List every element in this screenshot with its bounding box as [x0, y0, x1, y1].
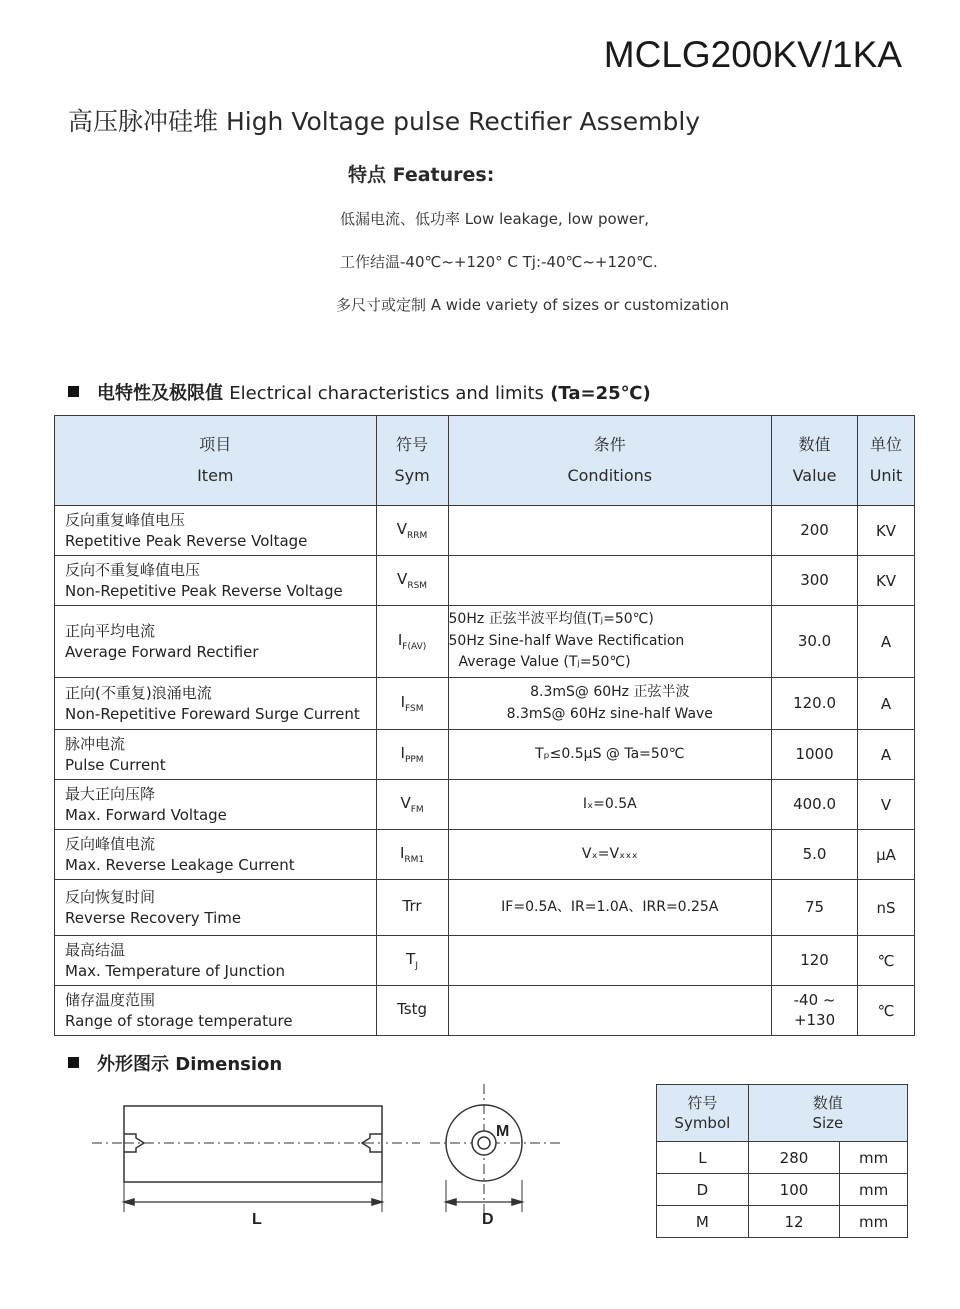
spec-item — [55, 830, 377, 880]
symbol-main: Trr — [402, 897, 422, 915]
header-unit: 单位 Unit — [858, 416, 915, 506]
symbol-main: V — [400, 794, 411, 812]
spec-symbol — [376, 880, 448, 936]
table-row — [55, 730, 915, 780]
dimension-table — [656, 1084, 908, 1238]
dim-symbol: L — [657, 1142, 749, 1174]
features-title: 特点 Features: — [348, 164, 495, 186]
dim-size: 100 — [748, 1174, 840, 1206]
item-cn: 反向不重复峰值电压 — [65, 561, 201, 580]
symbol-subscript: RSM — [407, 581, 428, 591]
item-en: Range of storage temperature — [65, 1011, 293, 1030]
spec-symbol — [376, 678, 448, 730]
item-cn: 脉冲电流 — [65, 735, 126, 754]
item-cn: 最大正向压降 — [65, 785, 156, 804]
table-row — [55, 506, 915, 556]
spec-symbol — [376, 606, 448, 678]
item-en: Max. Temperature of Junction — [65, 961, 285, 980]
item-cn: 反向恢复时间 — [65, 888, 156, 907]
item-en: Average Forward Rectifier — [65, 642, 259, 661]
dimension-row — [657, 1206, 908, 1238]
spec-value: 120 — [772, 936, 858, 986]
condition-line: Tₚ≤0.5μS @ Ta=50℃ — [535, 745, 685, 762]
spec-unit: ℃ — [858, 986, 915, 1036]
spec-conditions — [448, 936, 772, 986]
heading-cn: 电特性及极限值 — [97, 383, 223, 404]
symbol-subscript: FM — [410, 805, 424, 815]
heading-cn: 外形图示 — [97, 1054, 169, 1075]
spec-unit: V — [858, 780, 915, 830]
spec-conditions — [448, 678, 772, 730]
spec-unit: ℃ — [858, 936, 915, 986]
item-en: Pulse Current — [65, 755, 166, 774]
dim-size: 280 — [748, 1142, 840, 1174]
item-cn: 正向平均电流 — [65, 622, 156, 641]
table-header-row — [55, 416, 915, 506]
symbol-main: V — [396, 520, 408, 538]
spec-unit: KV — [858, 556, 915, 606]
dim-symbol: D — [657, 1174, 749, 1206]
spec-item — [55, 556, 377, 606]
dimension-row — [657, 1174, 908, 1206]
item-en: Max. Forward Voltage — [65, 805, 227, 824]
spec-value: 5.0 — [772, 830, 858, 880]
spec-value: -40 ~ +130 — [772, 986, 858, 1036]
heading-condition: (Ta=25℃) — [550, 383, 651, 404]
condition-line: 50Hz Sine-half Wave Rectification — [448, 632, 685, 649]
spec-item — [55, 880, 377, 936]
header-conditions: 条件 Conditions — [448, 416, 772, 506]
symbol-main: V — [397, 570, 408, 588]
spec-unit: μA — [858, 830, 915, 880]
dimension-row — [657, 1142, 908, 1174]
table-row — [55, 880, 915, 936]
spec-value: 30.0 — [772, 606, 858, 678]
item-en: Non-Repetitive Foreward Surge Current — [65, 704, 360, 723]
symbol-main: I — [399, 844, 405, 862]
symbol-main: I — [397, 631, 403, 649]
spec-item — [55, 730, 377, 780]
dimension-header-row — [657, 1085, 908, 1142]
feature-item: 工作结温-40℃~+120° C Tj:-40℃~+120℃. — [340, 253, 658, 271]
spec-value: 75 — [772, 880, 858, 936]
spec-symbol — [376, 556, 448, 606]
spec-unit: A — [858, 678, 915, 730]
table-row — [55, 986, 915, 1036]
end-view — [430, 1084, 560, 1220]
spec-item — [55, 936, 377, 986]
table-row — [55, 678, 915, 730]
symbol-main: Tstg — [397, 1000, 427, 1018]
spec-unit: KV — [858, 506, 915, 556]
heading-en: Dimension — [175, 1054, 283, 1075]
condition-line: Average Value (Tⱼ=50℃) — [458, 654, 631, 671]
spec-item — [55, 986, 377, 1036]
symbol-main: I — [400, 744, 405, 762]
spec-item — [55, 678, 377, 730]
table-row — [55, 830, 915, 880]
spec-symbol — [376, 936, 448, 986]
spec-value: 200 — [772, 506, 858, 556]
condition-line: 8.3mS@ 60Hz 正弦半波 — [530, 683, 690, 700]
spec-item — [55, 606, 377, 678]
spec-unit: A — [858, 730, 915, 780]
dimension-section-heading — [68, 1050, 282, 1076]
spec-conditions — [448, 780, 772, 830]
table-row — [55, 556, 915, 606]
document-title: 高压脉冲硅堆 High Voltage pulse Rectifier Assembly — [68, 107, 701, 136]
spec-symbol — [376, 730, 448, 780]
item-cn: 最高结温 — [65, 941, 126, 960]
header-value: 数值 Value — [772, 416, 858, 506]
diameter-label: D — [482, 1211, 494, 1228]
bullet-square-icon — [68, 386, 79, 397]
header-item: 项目 Item — [55, 416, 377, 506]
condition-line: 8.3mS@ 60Hz sine-half Wave — [506, 705, 713, 722]
item-cn: 正向(不重复)浪涌电流 — [65, 684, 212, 703]
item-en: Reverse Recovery Time — [65, 908, 242, 927]
symbol-subscript: F(AV) — [402, 642, 427, 652]
spec-value: 1000 — [772, 730, 858, 780]
spec-conditions — [448, 986, 772, 1036]
heading-en: Electrical characteristics and limits — [229, 383, 544, 404]
spec-item — [55, 780, 377, 830]
symbol-subscript: FSM — [405, 704, 424, 714]
dim-unit: mm — [840, 1174, 908, 1206]
spec-symbol — [376, 780, 448, 830]
electrical-spec-table — [54, 415, 915, 1036]
feature-item: 低漏电流、低功率 Low leakage, low power, — [340, 210, 650, 228]
symbol-subscript: PPM — [404, 755, 424, 765]
item-en: Repetitive Peak Reverse Voltage — [65, 531, 308, 550]
spec-symbol — [376, 830, 448, 880]
item-en: Max. Reverse Leakage Current — [65, 855, 295, 874]
item-en: Non-Repetitive Peak Reverse Voltage — [65, 581, 343, 600]
symbol-main: T — [406, 950, 416, 968]
dim-unit: mm — [840, 1206, 908, 1238]
spec-conditions — [448, 880, 772, 936]
spec-value: 120.0 — [772, 678, 858, 730]
spec-unit: A — [858, 606, 915, 678]
header-sym: 符号 Sym — [376, 416, 448, 506]
spec-conditions — [448, 606, 772, 678]
table-row — [55, 606, 915, 678]
table-row — [55, 936, 915, 986]
spec-conditions — [448, 830, 772, 880]
electrical-section-heading — [68, 379, 651, 405]
spec-symbol — [376, 506, 448, 556]
dimension-drawing — [80, 1080, 570, 1230]
symbol-subscript: RM1 — [404, 855, 425, 865]
symbol-main: I — [400, 693, 406, 711]
hole-label: M — [496, 1123, 510, 1140]
spec-symbol — [376, 986, 448, 1036]
condition-line: Iₓ=0.5A — [582, 795, 637, 812]
spec-value: 400.0 — [772, 780, 858, 830]
length-label: L — [252, 1211, 262, 1228]
dim-symbol: M — [657, 1206, 749, 1238]
item-cn: 储存温度范围 — [65, 991, 156, 1010]
header-size: 数值 Size — [748, 1085, 907, 1142]
symbol-subscript: RRM — [407, 531, 428, 541]
item-cn: 反向重复峰值电压 — [65, 511, 186, 530]
symbol-subscript: J — [415, 961, 418, 971]
feature-item: 多尺寸或定制 A wide variety of sizes or customization — [336, 296, 730, 314]
spec-conditions — [448, 556, 772, 606]
spec-conditions — [448, 730, 772, 780]
condition-line: Vₓ=Vₓₓₓ — [581, 845, 638, 862]
spec-value: 300 — [772, 556, 858, 606]
spec-conditions — [448, 506, 772, 556]
dim-unit: mm — [840, 1142, 908, 1174]
spec-item — [55, 506, 377, 556]
condition-line: IF=0.5A、IR=1.0A、IRR=0.25A — [501, 898, 719, 915]
bullet-square-icon — [68, 1057, 79, 1068]
model-number: MCLG200KV/1KA — [603, 34, 902, 75]
item-cn: 反向峰值电流 — [65, 835, 156, 854]
spec-unit: nS — [858, 880, 915, 936]
side-view — [92, 1106, 420, 1212]
header-symbol: 符号 Symbol — [657, 1085, 749, 1142]
condition-line: 50Hz 正弦半波平均值(Tⱼ=50℃) — [448, 610, 654, 627]
table-row — [55, 780, 915, 830]
dim-size: 12 — [748, 1206, 840, 1238]
